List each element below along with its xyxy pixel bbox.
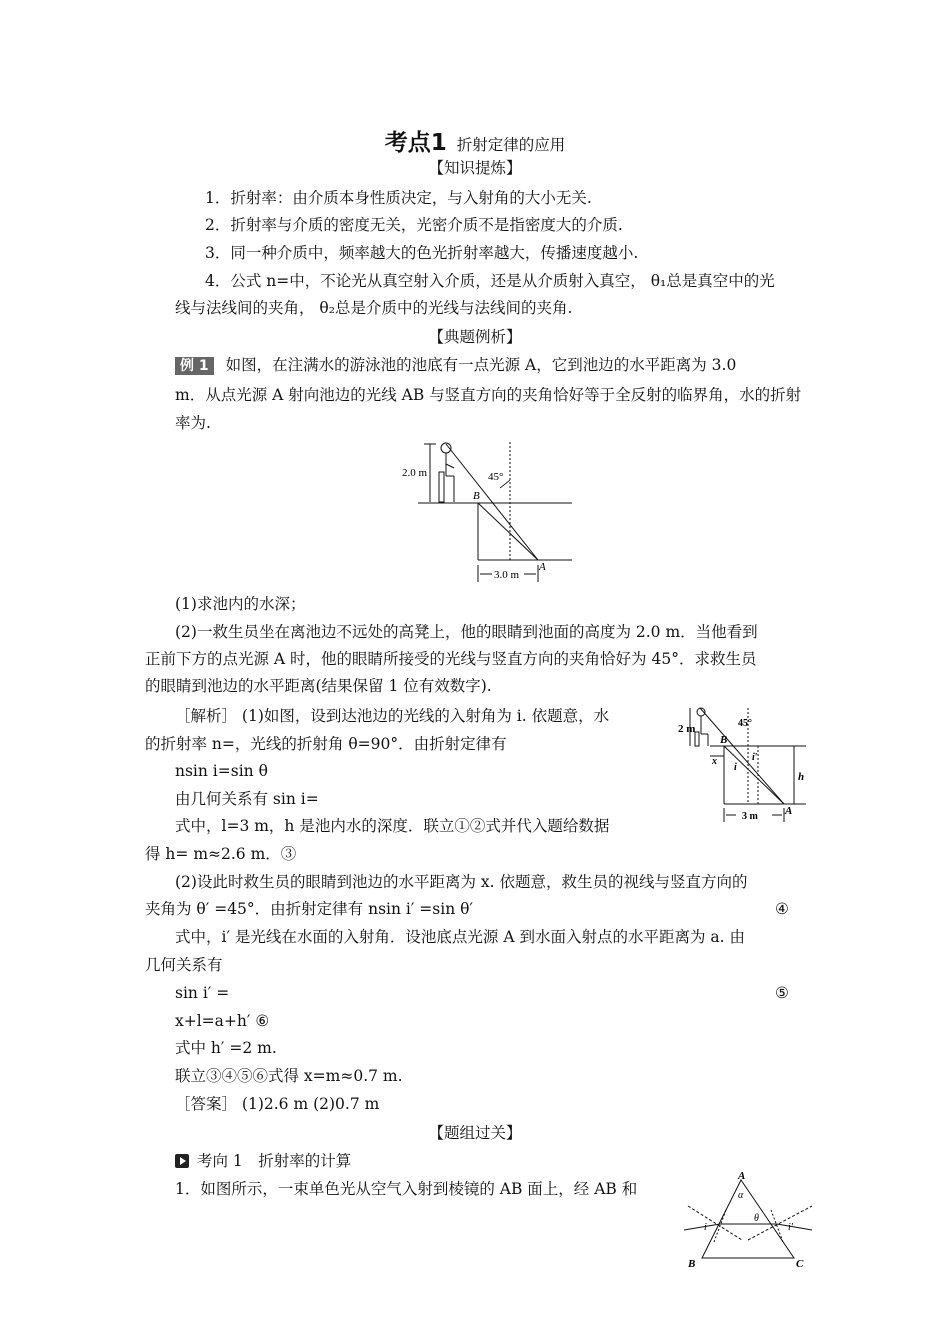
solution-line: x+l=a+h′ ⑥ bbox=[175, 1012, 270, 1030]
fig3-point-a: A bbox=[738, 1170, 746, 1182]
solution-line: 得 h= m≈2.6 m．③ bbox=[145, 845, 297, 863]
knowledge-item: 1．折射率：由介质本身性质决定，与入射角的大小无关. bbox=[205, 189, 592, 207]
solution-line: ［解析］ (1)如图，设到达池边的光线的入射角为 i. 依题意，水 bbox=[175, 707, 610, 725]
knowledge-item: 2．折射率与介质的密度无关，光密介质不是指密度大的介质. bbox=[205, 216, 623, 234]
direction-line bbox=[175, 1150, 351, 1172]
fig3-theta: θ bbox=[754, 1213, 759, 1224]
solution-line: 由几何关系有 sin i= bbox=[175, 790, 319, 808]
fig1-height-label: 2.0 m bbox=[402, 467, 428, 479]
solution-line: sin i′ = bbox=[175, 984, 230, 1002]
section-title-sub: 折射定律的应用 bbox=[456, 136, 566, 154]
fig3-i: i bbox=[704, 1222, 707, 1233]
solution-line: 联立③④⑤⑥式得 x=m≈0.7 m. bbox=[175, 1067, 403, 1085]
fig2-distance-label: 3 m bbox=[742, 811, 758, 822]
solution-line: 夹角为 θ′ =45°．由折射定律有 nsin i′ =sin θ′ bbox=[145, 900, 473, 918]
heading-group: 【题组过关】 bbox=[428, 1124, 522, 1142]
direction-text: 考向 1 折射率的计算 bbox=[197, 1152, 352, 1170]
fig2-x-label: x bbox=[712, 756, 717, 767]
problem-1-text: 1．如图所示，一束单色光从空气入射到棱镜的 AB 面上，经 AB 和 bbox=[175, 1180, 638, 1198]
fig3-alpha: α bbox=[738, 1190, 744, 1201]
example-first-line bbox=[175, 354, 736, 376]
section-title bbox=[0, 124, 950, 157]
equation-mark-4: ④ bbox=[775, 900, 789, 918]
answer-line: ［答案］ (1)2.6 m (2)0.7 m bbox=[175, 1095, 380, 1113]
fig3-point-c: C bbox=[796, 1258, 804, 1270]
solution-line: 式中，i′ 是光线在水面的入射角．设池底点光源 A 到水面入射点的水平距离为 a. 由 bbox=[175, 928, 745, 946]
fig2-height-label: 2 m bbox=[678, 723, 696, 735]
play-icon bbox=[175, 1154, 189, 1168]
question: (2)一救生员坐在离池边不远处的高凳上，他的眼睛到池面的高度为 2.0 m．当他看到 bbox=[175, 623, 758, 641]
solution-line: 式中 h′ =2 m. bbox=[175, 1039, 277, 1057]
solution-line: 式中，l=3 m，h 是池内水的深度．联立①②式并代入题给数据 bbox=[175, 817, 610, 835]
question: (1)求池内的水深； bbox=[175, 595, 306, 613]
fig1-angle-label: 45° bbox=[488, 471, 504, 483]
solution-figure bbox=[678, 702, 808, 824]
heading-knowledge: 【知识提炼】 bbox=[428, 159, 522, 177]
example-text: 率为. bbox=[175, 414, 211, 432]
knowledge-item: 3．同一种介质中，频率越大的色光折射率越大，传播速度越小. bbox=[205, 244, 639, 262]
question: 正前下方的点光源 A 时，他的眼睛所接受的光线与竖直方向的夹角恰好为 45°．求救生员 bbox=[145, 650, 757, 668]
fig2-point-b: B bbox=[720, 734, 728, 746]
question: 的眼睛到池边的水平距离(结果保留 1 位有效数字). bbox=[145, 677, 492, 695]
knowledge-item: 4．公式 n=中，不论光从真空射入介质，还是从介质射入真空， θ₁总是真空中的光 bbox=[205, 272, 775, 290]
fig1-point-b: B bbox=[473, 490, 480, 502]
example-text: m．从点光源 A 射向池边的光线 AB 与竖直方向的夹角恰好等于全反射的临界角，水的折射 bbox=[175, 386, 802, 404]
solution-line: (2)设此时救生员的眼睛到池边的水平距离为 x. 依题意，救生员的视线与竖直方向的 bbox=[175, 873, 748, 891]
fig1-point-a: A bbox=[539, 561, 546, 573]
solution-line: nsin i=sin θ bbox=[175, 762, 268, 780]
prism-figure bbox=[684, 1172, 814, 1272]
fig2-i-label: i bbox=[734, 762, 737, 773]
knowledge-item: 线与法线间的夹角， θ₂总是介质中的光线与法线间的夹角. bbox=[175, 299, 573, 317]
fig3-point-b: B bbox=[688, 1258, 696, 1270]
example-text: 如图，在注满水的游泳池的池底有一点光源 A，它到池边的水平距离为 3.0 bbox=[225, 356, 737, 374]
fig2-point-a: A bbox=[785, 805, 793, 817]
example-tag: 例 1 bbox=[175, 357, 214, 375]
fig2-h-label: h bbox=[798, 771, 805, 783]
fig1-distance-label: 3.0 m bbox=[494, 569, 520, 581]
pool-figure bbox=[400, 432, 580, 587]
fig3-i2: i′ bbox=[788, 1222, 793, 1233]
equation-mark-5: ⑤ bbox=[775, 984, 789, 1002]
fig2-i2-label: i′ bbox=[752, 752, 758, 763]
heading-example: 【典题例析】 bbox=[428, 328, 522, 346]
section-title-main: 考点1 bbox=[384, 130, 447, 156]
fig2-angle-label: 45° bbox=[738, 718, 752, 729]
solution-line: 的折射率 n=，光线的折射角 θ=90°．由折射定律有 bbox=[145, 735, 507, 753]
solution-line: 几何关系有 bbox=[145, 956, 223, 974]
